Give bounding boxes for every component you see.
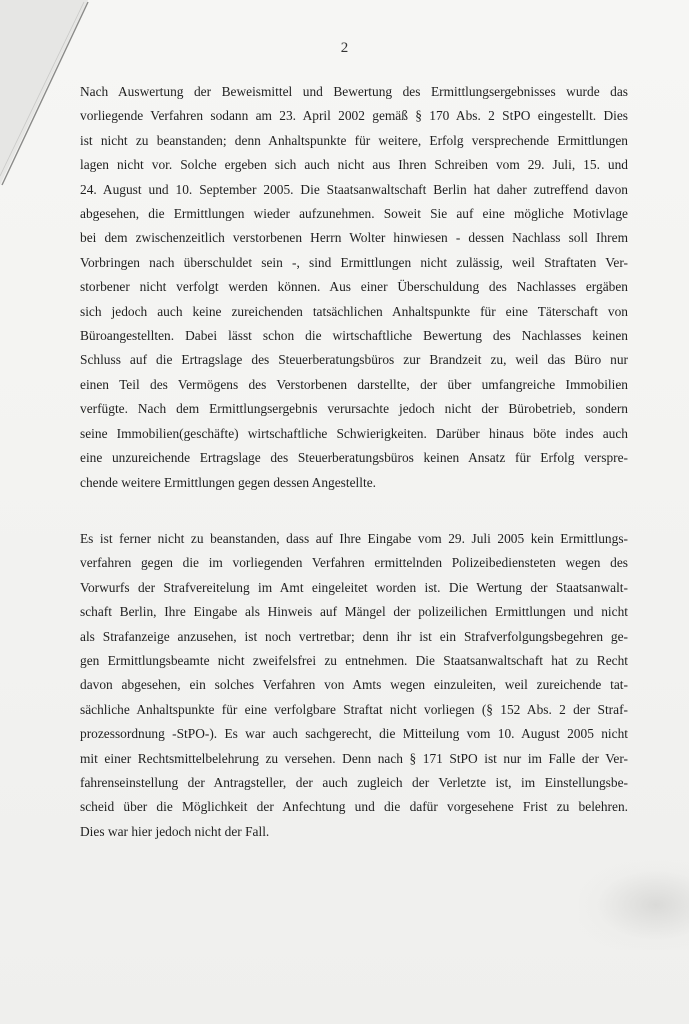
text-line: lagen nicht vor. Solche ergeben sich auch nicht aus Ihren Schreiben vom 29. Juli, 15. und	[80, 157, 628, 173]
text-line: fahrenseinstellung der Antragsteller, der auch zugleich der Verletzte ist, im Einstellungsbe-	[80, 775, 628, 791]
text-line: storbener nicht verfolgt werden können. Aus einer Überschuldung des Nachlasses ergäben	[80, 279, 628, 295]
text-line: Es ist ferner nicht zu beanstanden, dass auf Ihre Eingabe vom 29. Juli 2005 kein Ermittlungs-	[80, 531, 628, 546]
text-line: Vorwurfs der Strafvereitelung im Amt eingeleitet worden ist. Die Wertung der Staatsanwalt-	[80, 579, 628, 595]
text-line: sächliche Anhaltspunkte für eine verfolgbare Straftat nicht vorliegen (§ 152 Abs. 2 der Straf-	[80, 701, 628, 717]
text-line: scheid über die Möglichkeit der Anfechtung und die dafür vorgesehene Frist zu belehren.	[80, 799, 628, 815]
text-line: bei dem zwischenzeitlich verstorbenen Herrn Wolter hinwiesen - dessen Nachlass soll Ihrem	[80, 230, 628, 246]
text-line: seine Immobilien(geschäfte) wirtschaftliche Schwierigkeiten. Darüber hinaus böte indes auch	[80, 425, 628, 441]
paragraph-1	[80, 80, 628, 495]
text-line: eine unzureichende Ertragslage des Steuerberatungsbüros keinen Ansatz für Erfolg verspre-	[80, 450, 628, 466]
text-line: Dies war hier jedoch nicht der Fall.	[80, 823, 270, 839]
scan-smudge	[579, 860, 689, 950]
text-line: Büroangestellten. Dabei lässt schon die wirtschaftliche Bewertung des Nachlasses keinen	[80, 328, 628, 344]
text-line: Schluss auf die Ertragslage des Steuerberatungsbüros zur Brandzeit zu, weil das Büro nur	[80, 352, 628, 368]
text-line: 24. August und 10. September 2005. Die Staatsanwaltschaft Berlin hat daher zutreffend davon	[80, 181, 628, 197]
text-line: gen Ermittlungsbeamte nicht zweifelsfrei zu entnehmen. Die Staatsanwaltschaft hat zu Recht	[80, 653, 628, 669]
text-line: schaft Berlin, Ihre Eingabe als Hinweis auf Mängel der polizeilichen Ermittlungen und nicht	[80, 604, 628, 620]
text-line: davon abgesehen, ein solches Verfahren von Amts wegen einzuleiten, weil zureichende tat-	[80, 677, 628, 693]
text-line: Vorbringen nach überschuldet sein -, sind Ermittlungen nicht zulässig, weil Straftaten Ver-	[80, 254, 628, 270]
text-line: Nach Auswertung der Beweismittel und Bewertung des Ermittlungsergebnisses wurde das	[80, 84, 628, 99]
text-line: ist nicht zu beanstanden; denn Anhaltspunkte für weitere, Erfolg versprechende Ermittlungen	[80, 132, 628, 148]
text-line: chende weitere Ermittlungen gegen dessen Angestellte.	[80, 474, 376, 490]
text-line: vorliegende Verfahren sodann am 23. April 2002 gemäß § 170 Abs. 2 StPO eingestellt. Dies	[80, 108, 628, 124]
text-line: verfügte. Nach dem Ermittlungsergebnis verursachte jedoch nicht der Bürobetrieb, sondern	[80, 401, 628, 417]
paragraph-2	[80, 527, 628, 844]
text-line: abgesehen, die Ermittlungen wieder aufzunehmen. Soweit Sie auf eine mögliche Motivlage	[80, 206, 628, 222]
page-number: 2	[340, 40, 349, 56]
text-line: als Strafanzeige anzusehen, ist noch vertretbar; denn ihr ist ein Strafverfolgungsbegehren ge-	[80, 628, 628, 644]
text-line: sich jedoch auch keine zureichenden tatsächlichen Anhaltspunkte für eine Täterschaft von	[80, 303, 628, 319]
text-line: verfahren gegen die im vorliegenden Verfahren ermittelnden Polizeibediensteten wegen des	[80, 555, 628, 571]
text-line: mit einer Rechtsmittelbelehrung zu versehen. Denn nach § 171 StPO ist nur im Falle der Ver-	[80, 750, 628, 766]
text-line: prozessordnung -StPO-). Es war auch sachgerecht, die Mitteilung vom 10. August 2005 nicht	[80, 726, 628, 742]
text-line: einen Teil des Vermögens des Verstorbenen darstellte, der über umfangreiche Immobilien	[80, 376, 628, 392]
